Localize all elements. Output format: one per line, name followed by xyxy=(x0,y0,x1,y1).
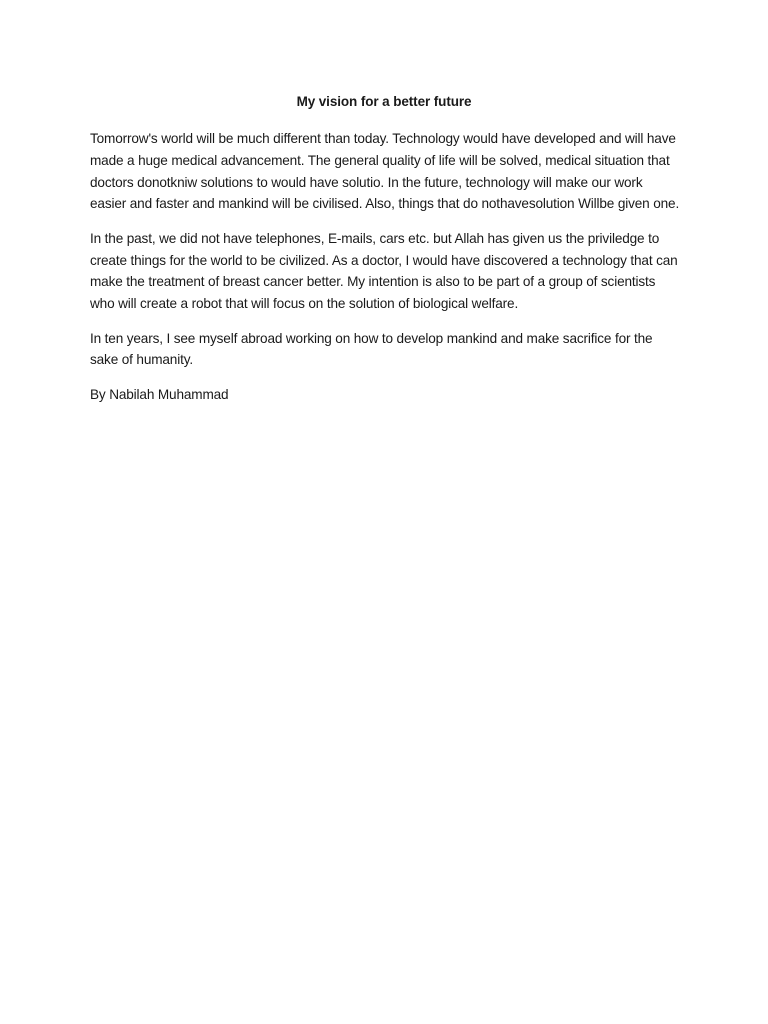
paragraph-3: In ten years, I see myself abroad working on how to develop mankind and make sacrifice for the sake of humanity. xyxy=(90,330,653,368)
author-signature: By Nabilah Muhammad xyxy=(90,386,229,402)
paragraph-2: In the past, we did not have telephones, E-mails, cars etc. but Allah has given us the priviledge to create things for the world to be civilized. As a doctor, I would have discovered a technology that can make the treatment of breast cancer better. My intention is also to be part of a group of scientists who will create a robot that will focus on the solution of biological welfare. xyxy=(90,230,678,312)
paragraph-1: Tomorrow's world will be much different than today. Technology would have developed and will have made a huge medical advancement. The general quality of life will be solved, medical situation that doctors donotkniw solutions to would have solutio. In the future, technology will make our work easier and faster and mankind will be civilised. Also, things that do nothavesolution Willbe given one. xyxy=(90,131,680,212)
document-body xyxy=(90,128,682,406)
document-title: My vision for a better future xyxy=(296,94,472,109)
